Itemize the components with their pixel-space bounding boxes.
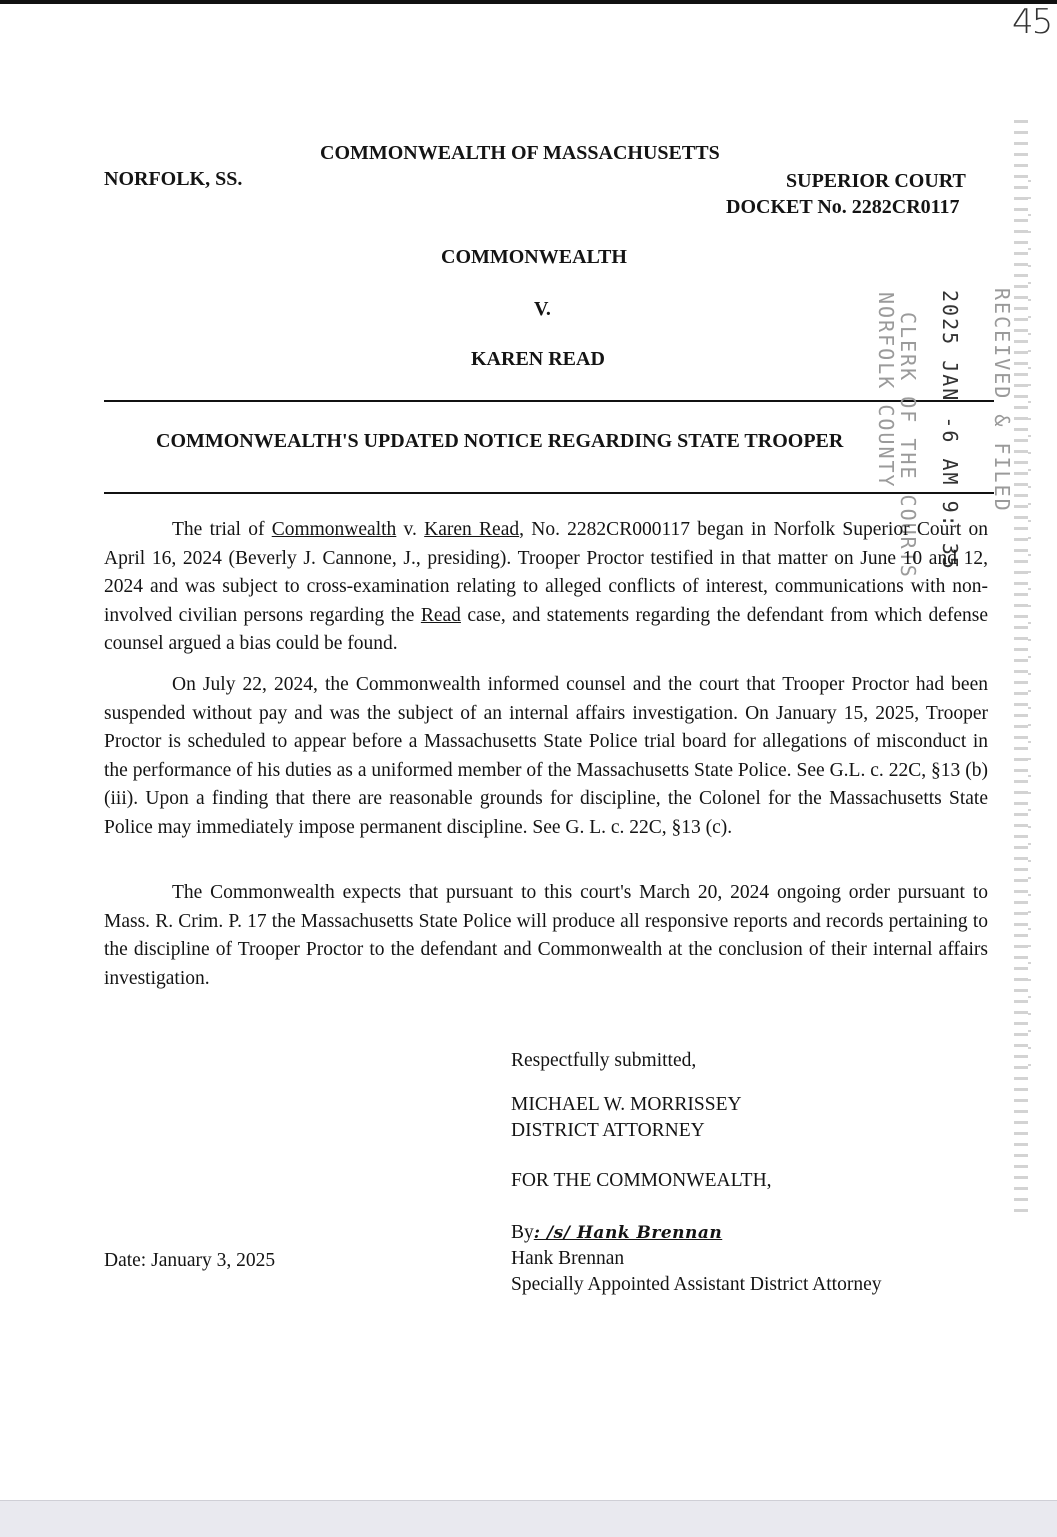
stamp-received: RECEIVED & FILED: [990, 288, 1014, 513]
county-label: NORFOLK, SS.: [104, 168, 243, 190]
document-title: COMMONWEALTH'S UPDATED NOTICE REGARDING STATE TROOPER: [156, 430, 844, 452]
stamp-date: 2025 JAN -6 AM 9: 35: [938, 290, 962, 571]
caption-plaintiff: COMMONWEALTH: [441, 246, 627, 268]
paragraph-3: The Commonwealth expects that pursuant to this court's March 20, 2024 ongoing order pursuant to Mass. R. Crim. P. 17 the Massachusetts State Police will produce all responsive reports and records pertaining to the discipline of Trooper Proctor to the defendant and Commonwealth at the conclusion of their internal affairs investigation.: [104, 882, 988, 989]
electronic-signature: : /s/ Hank Brennan: [533, 1223, 723, 1243]
signer-name: Hank Brennan: [511, 1248, 625, 1269]
commonwealth-heading: COMMONWEALTH OF MASSACHUSETTS: [320, 142, 720, 164]
handwritten-page-number: 45: [1012, 2, 1052, 42]
p1-text-1: The trial of: [172, 519, 272, 540]
top-border: [0, 0, 1057, 4]
caption-defendant: KAREN READ: [471, 348, 605, 370]
by-label: By: [511, 1222, 534, 1243]
title-rule-top: [104, 400, 994, 402]
viewer-bottom-bar: [0, 1500, 1057, 1537]
title-rule-bottom: [104, 492, 994, 494]
court-name: SUPERIOR COURT: [786, 170, 966, 192]
signer-title: Specially Appointed Assistant District Attorney: [511, 1274, 882, 1295]
p1-case-name-read: Karen Read: [424, 519, 520, 540]
closing: Respectfully submitted,: [511, 1050, 697, 1071]
da-name: MICHAEL W. MORRISSEY: [511, 1094, 742, 1115]
stamp-county: NORFOLK COUNTY: [874, 292, 898, 489]
da-title: DISTRICT ATTORNEY: [511, 1120, 705, 1141]
p1-text-2: v.: [396, 519, 425, 540]
paragraph-1: [104, 516, 988, 659]
for-commonwealth: FOR THE COMMONWEALTH,: [511, 1170, 772, 1191]
p1-text-3: , No. 2282CR000117 began in Norfolk Superior Court on April 16, 2024 (Beverly J. Cannone, J., presiding). Trooper Proctor testified in that matter on June 10 and 12, 2024 and was subject to cross-examination relating to alleged conflicts of interest, communications with non-involved civilian persons regarding the: [104, 519, 989, 626]
caption-versus: V.: [534, 298, 551, 320]
docket-number: DOCKET No. 2282CR0117: [726, 196, 960, 218]
signature-line: [511, 1222, 722, 1244]
paragraph-2: On July 22, 2024, the Commonwealth informed counsel and the court that Trooper Proctor had been suspended without pay and was the subject of an internal affairs investigation. On January 15, 2025, Trooper Proctor is scheduled to appear before a Massachusetts State Police trial board for allegations of misconduct in the performance of his duties as a uniformed member of the Massachusetts State Police. See G.L. c. 22C, §13 (b) (iii). Upon a finding that there are reasonable grounds for discipline, the Colonel for the Massachusetts State Police may immediately impose permanent discipline. See G. L. c. 22C, §13 (c).: [104, 674, 988, 838]
stamp-clerk: CLERK OF THE COURTS: [896, 312, 920, 579]
p1-case-name-commonwealth: Commonwealth: [271, 519, 397, 540]
date-line: Date: January 3, 2025: [104, 1250, 276, 1271]
p1-read-case: Read: [420, 604, 461, 626]
scan-margin-marks-secondary: [1028, 180, 1031, 1080]
p1-text-4: case, and statements regarding the defendant from which defense counsel argued a bias could be found.: [104, 604, 988, 654]
clerk-filed-stamp: [866, 282, 1026, 579]
